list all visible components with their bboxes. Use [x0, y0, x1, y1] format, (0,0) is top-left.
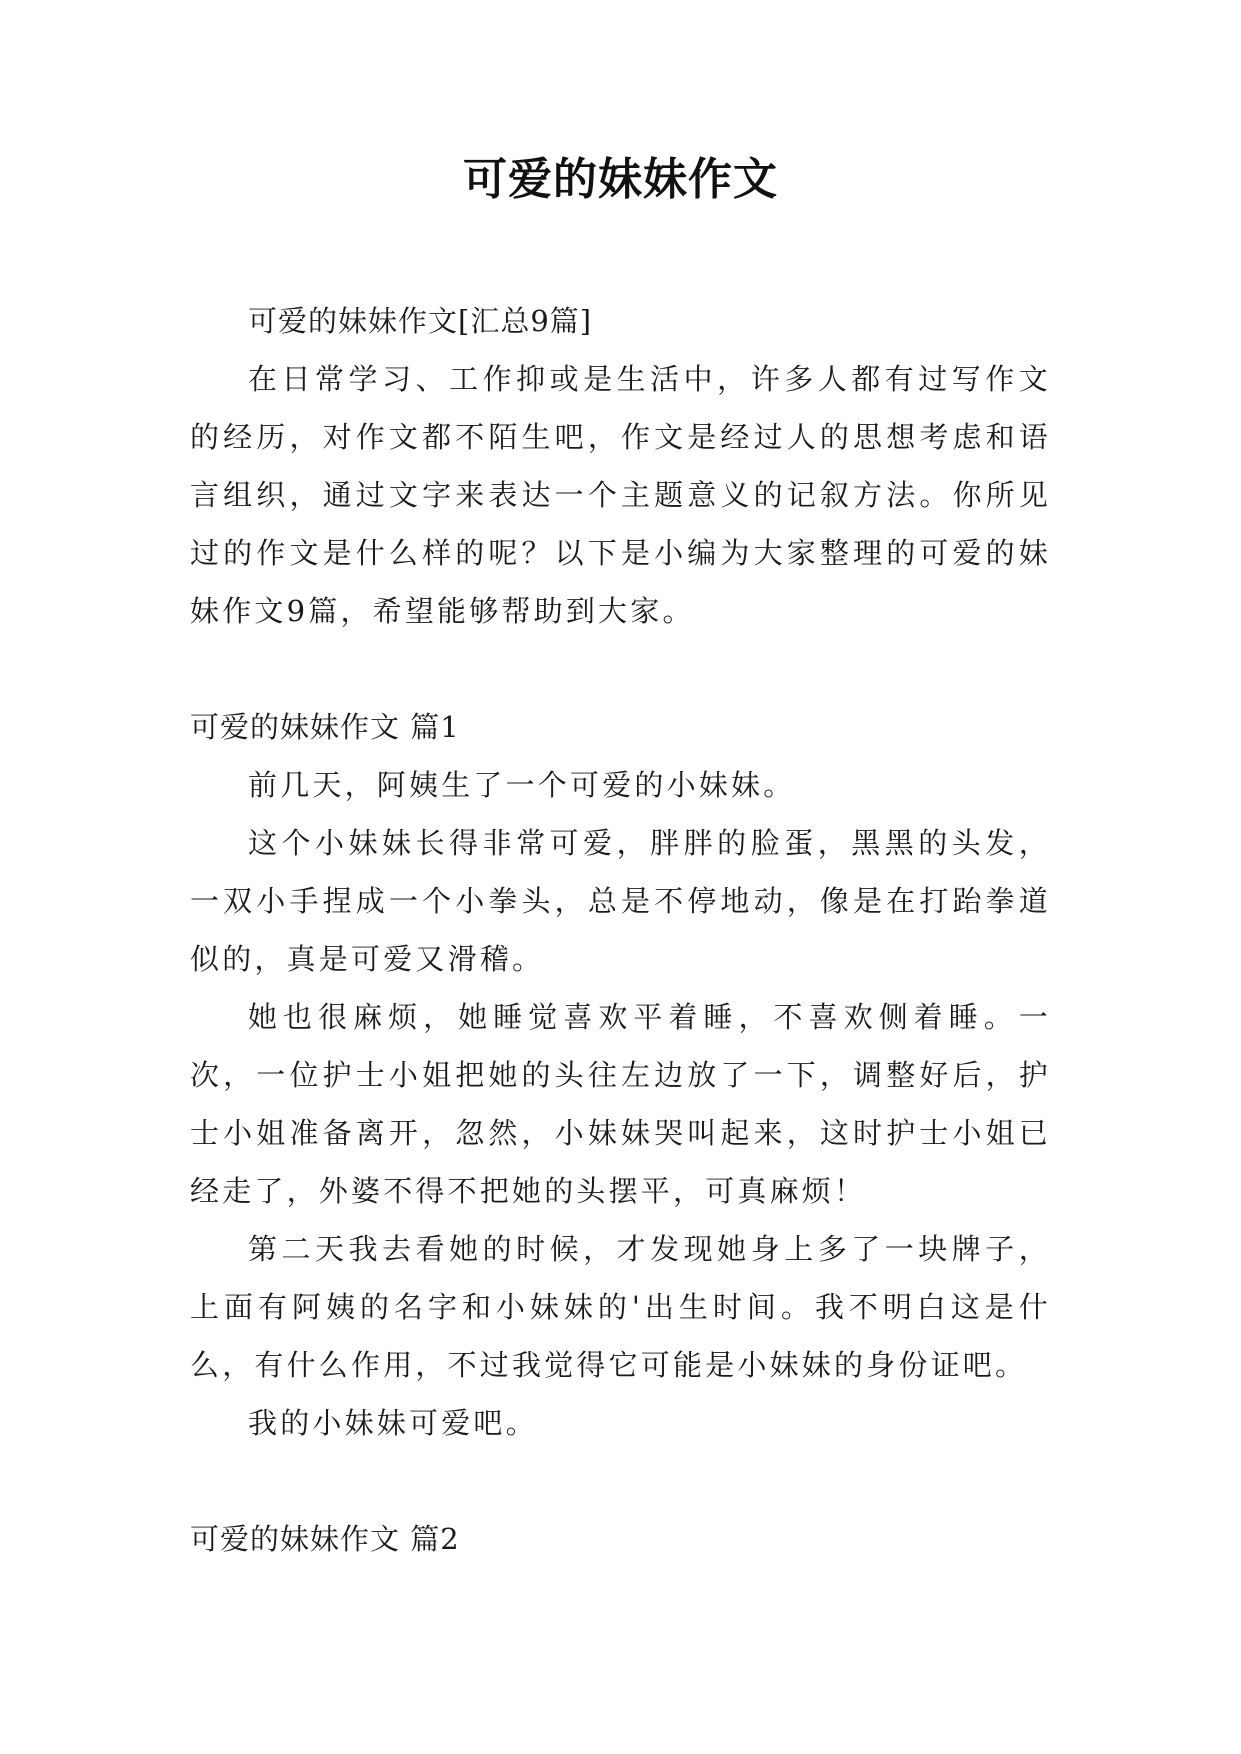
section-heading-2: 可爱的妹妹作文 篇2: [190, 1522, 460, 1556]
section-heading-1: 可爱的妹妹作文 篇1: [190, 710, 460, 744]
section-1-paragraph-5: 我的小妹妹可爱吧。: [248, 1406, 538, 1440]
intro-heading: 可爱的妹妹作文[汇总9篇]: [248, 304, 593, 338]
section-1-paragraph-2: 这个小妹妹长得非常可爱，胖胖的脸蛋，黑黑的头发，一双小手捏成一个小拳头，总是不停地动，像是在打跆拳道似的，真是可爱又滑稽。: [190, 826, 1051, 976]
document-title: 可爱的妹妹作文: [463, 154, 778, 205]
section-1-paragraph-4: 第二天我去看她的时候，才发现她身上多了一块牌子，上面有阿姨的名字和小妹妹的'出生时间。我不明白这是什么，有什么作用，不过我觉得它可能是小妹妹的身份证吧。: [190, 1232, 1051, 1382]
section-1-paragraph-1: 前几天，阿姨生了一个可爱的小妹妹。: [248, 768, 796, 802]
intro-paragraph: 在日常学习、工作抑或是生活中，许多人都有过写作文的经历，对作文都不陌生吧，作文是经过人的思想考虑和语言组织，通过文字来表达一个主题意义的记叙方法。你所见过的作文是什么样的呢？以下是小编为大家整理的可爱的妹妹作文9篇，希望能够帮助到大家。: [190, 362, 1051, 628]
section-1-paragraph-3: 她也很麻烦，她睡觉喜欢平着睡，不喜欢侧着睡。一次，一位护士小姐把她的头往左边放了一下，调整好后，护士小姐准备离开，忽然，小妹妹哭叫起来，这时护士小姐已经走了，外婆不得不把她的头摆平，可真麻烦！: [190, 1000, 1051, 1208]
